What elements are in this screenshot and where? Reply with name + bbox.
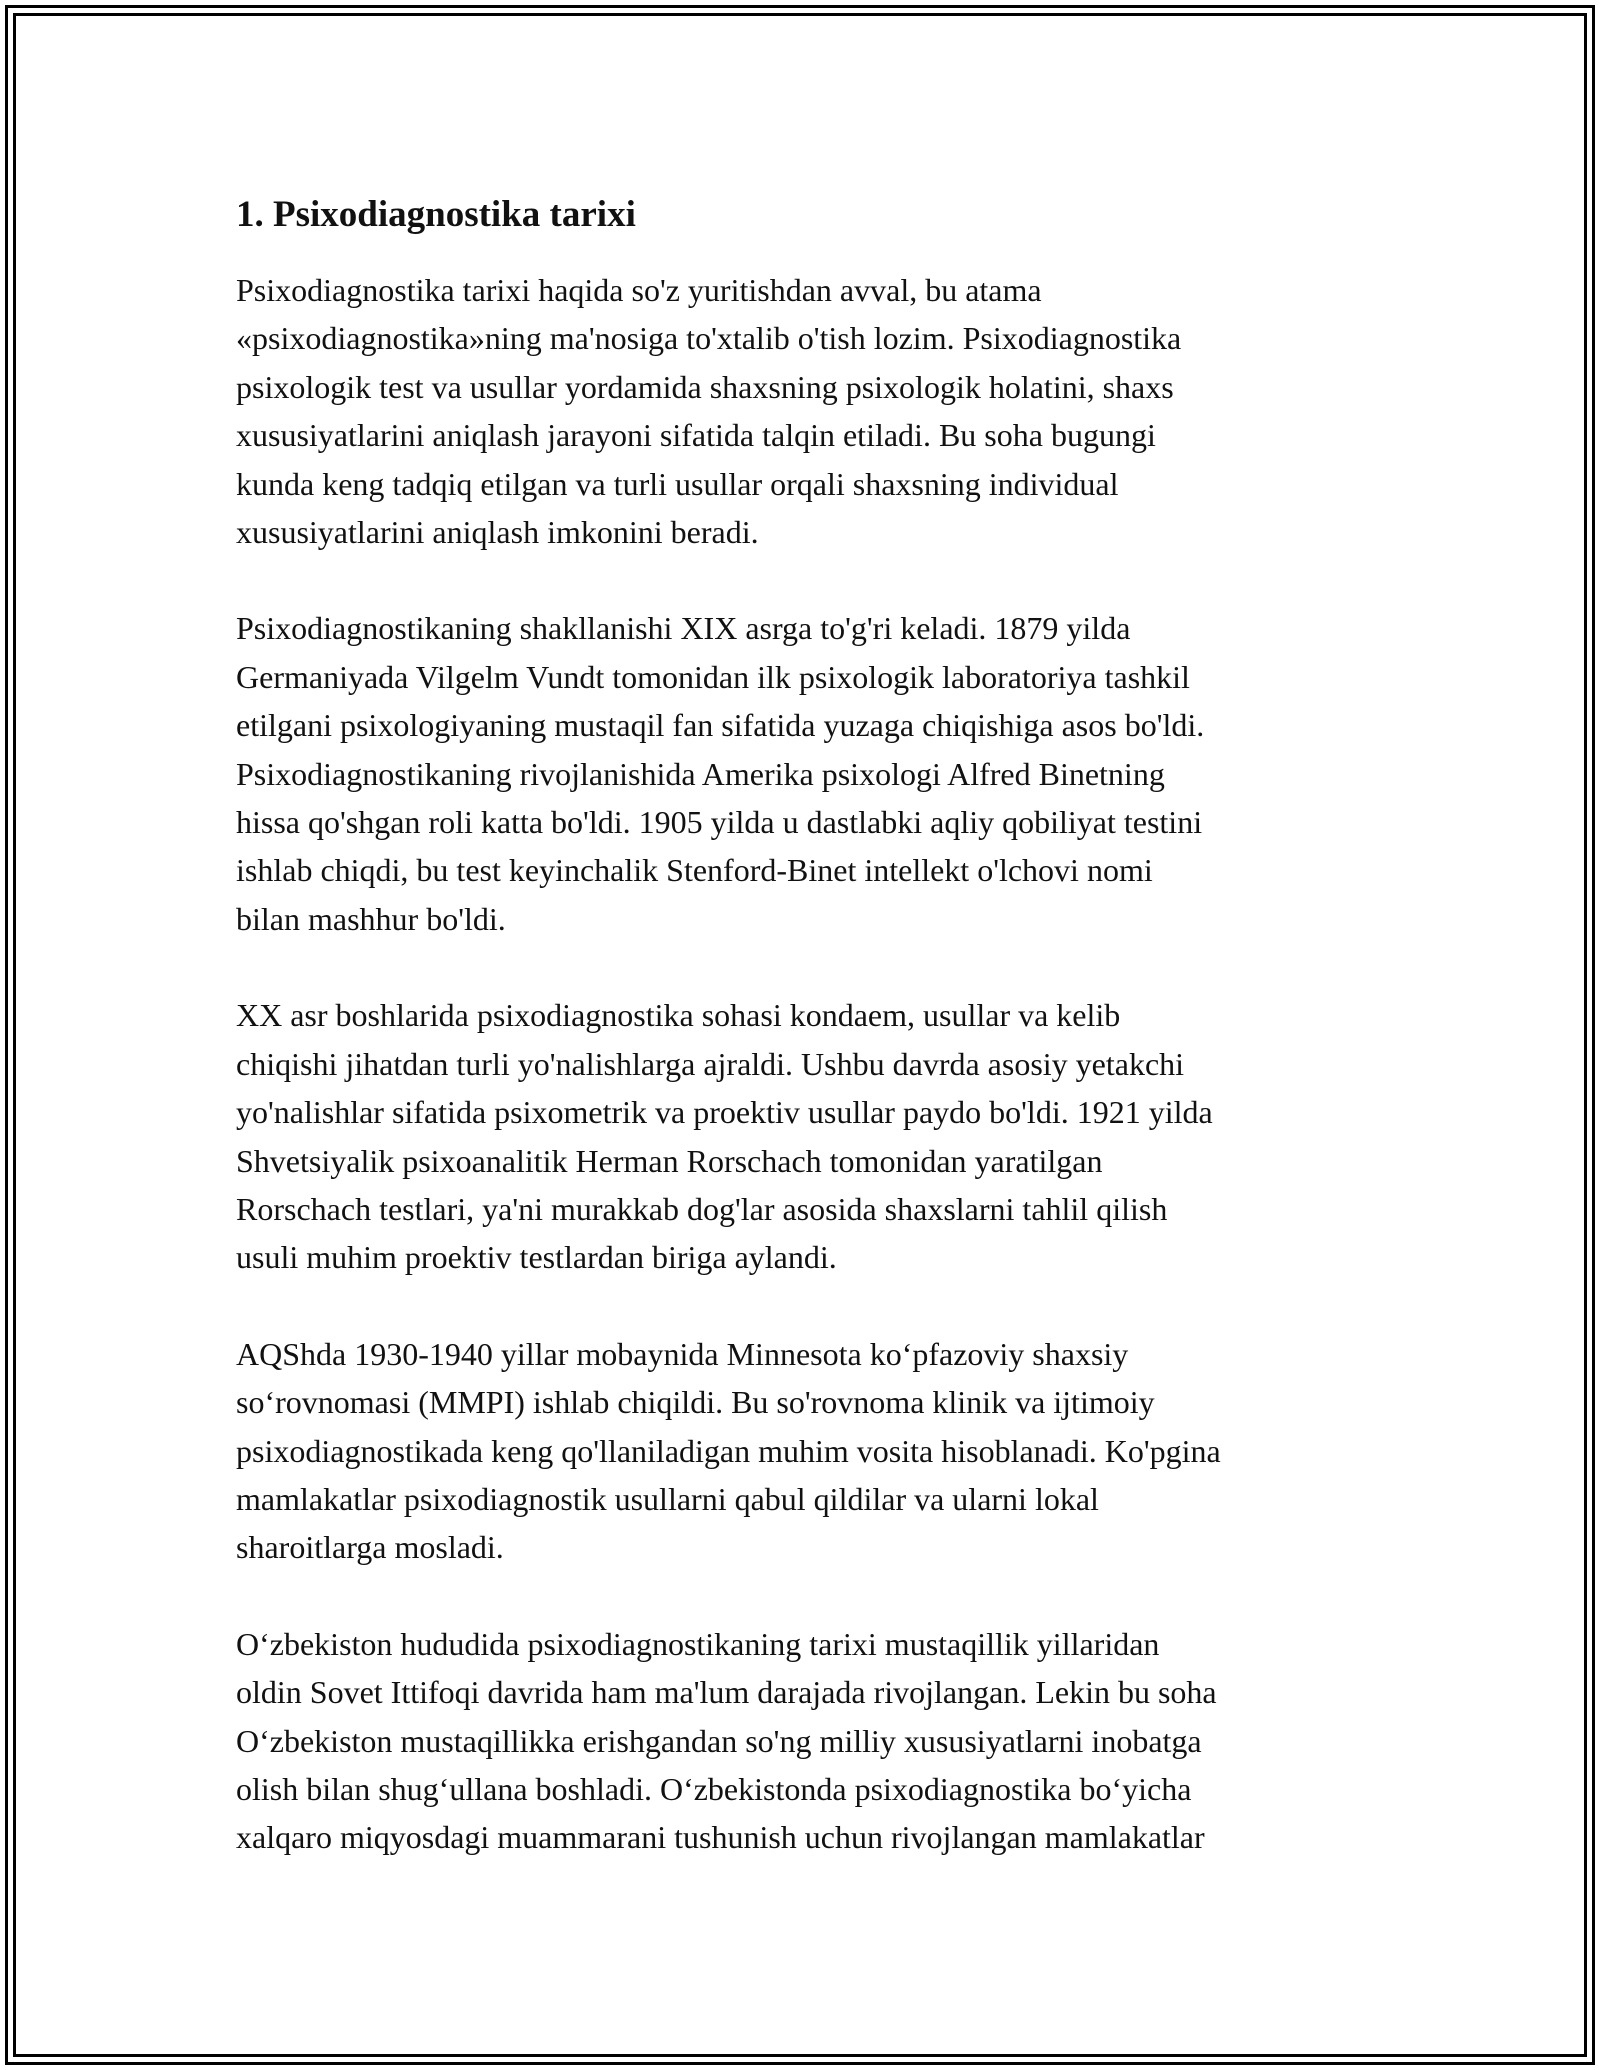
text-line: oldin Sovet Ittifoqi davrida ham ma'lum darajada rivojlangan. Lekin bu soha <box>236 1674 1217 1711</box>
text-line: bilan mashhur bo'ldi. <box>236 900 506 937</box>
text-line: Psixodiagnostika tarixi haqida so'z yuritishdan avval, bu atama <box>236 272 1042 308</box>
paragraph-twentieth-century <box>236 991 1376 1281</box>
text-line: Psixodiagnostikaning shakllanishi XIX asrga to'g'ri keladi. 1879 yilda <box>236 610 1131 647</box>
paragraph-origins <box>236 604 1376 943</box>
text-line: mamlakatlar psixodiagnostik usullarni qabul qildilar va ularni lokal <box>236 1480 1099 1517</box>
text-line: Oʻzbekiston mustaqillikka erishgandan so'ng milliy xususiyatlarni inobatga <box>236 1722 1202 1759</box>
paragraph-mmpi <box>236 1330 1376 1572</box>
text-line: kunda keng tadqiq etilgan va turli usullar orqali shaxsning individual <box>236 465 1119 502</box>
text-line: Rorschach testlari, ya'ni murakkab dog'lar asosida shaxslarni tahlil qilish <box>236 1190 1168 1227</box>
text-line: Germaniyada Vilgelm Vundt tomonidan ilk psixologik laboratoriya tashkil <box>236 658 1190 695</box>
paragraph-definition <box>236 266 1376 556</box>
text-line: xalqaro miqyosdagi muammarani tushunish uchun rivojlangan mamlakatlar <box>236 1819 1205 1856</box>
text-line: soʻrovnomasi (MMPI) ishlab chiqildi. Bu so'rovnoma klinik va ijtimoiy <box>236 1384 1155 1421</box>
text-line: «psixodiagnostika»ning ma'nosiga to'xtalib o'tish lozim. Psixodiagnostika <box>236 320 1182 357</box>
text-line: olish bilan shugʻullana boshladi. Oʻzbekistonda psixodiagnostika boʻyicha <box>236 1770 1192 1807</box>
text-line: hissa qo'shgan roli katta bo'ldi. 1905 yilda u dastlabki aqliy qobiliyat testini <box>236 804 1203 841</box>
text-line: Psixodiagnostikaning rivojlanishida Amerika psixologi Alfred Binetning <box>236 755 1165 792</box>
document-body <box>236 188 1376 1910</box>
text-line: XX asr boshlarida psixodiagnostika sohasi kondaem, usullar va kelib <box>236 997 1121 1034</box>
text-line: AQShda 1930-1940 yillar mobaynida Minnesota koʻpfazoviy shaxsiy <box>236 1335 1129 1372</box>
text-line: yo'nalishlar sifatida psixometrik va proektiv usullar paydo bo'ldi. 1921 yilda <box>236 1094 1213 1131</box>
text-line: xususiyatlarini aniqlash jarayoni sifatida talqin etiladi. Bu soha bugungi <box>236 417 1156 454</box>
section-heading: 1. Psixodiagnostika tarixi <box>236 194 636 235</box>
text-line: psixologik test va usullar yordamida shaxsning psixologik holatini, shaxs <box>236 368 1174 405</box>
text-line: ishlab chiqdi, bu test keyinchalik Stenford-Binet intellekt o'lchovi nomi <box>236 852 1153 889</box>
text-line: Shvetsiyalik psixoanalitik Herman Rorschach tomonidan yaratilgan <box>236 1142 1103 1179</box>
text-line: usuli muhim proektiv testlardan biriga aylandi. <box>236 1239 837 1276</box>
text-line: xususiyatlarini aniqlash imkonini beradi. <box>236 514 759 551</box>
text-line: psixodiagnostikada keng qo'llaniladigan muhim vosita hisoblanadi. Ko'pgina <box>236 1432 1221 1469</box>
text-line: Oʻzbekiston hududida psixodiagnostikaning tarixi mustaqillik yillaridan <box>236 1625 1160 1662</box>
text-line: etilgani psixologiyaning mustaqil fan sifatida yuzaga chiqishiga asos bo'ldi. <box>236 707 1205 744</box>
text-line: sharoitlarga mosladi. <box>236 1529 504 1566</box>
text-line: chiqishi jihatdan turli yo'nalishlarga ajraldi. Ushbu davrda asosiy yetakchi <box>236 1045 1185 1082</box>
paragraph-uzbekistan <box>236 1620 1376 1862</box>
